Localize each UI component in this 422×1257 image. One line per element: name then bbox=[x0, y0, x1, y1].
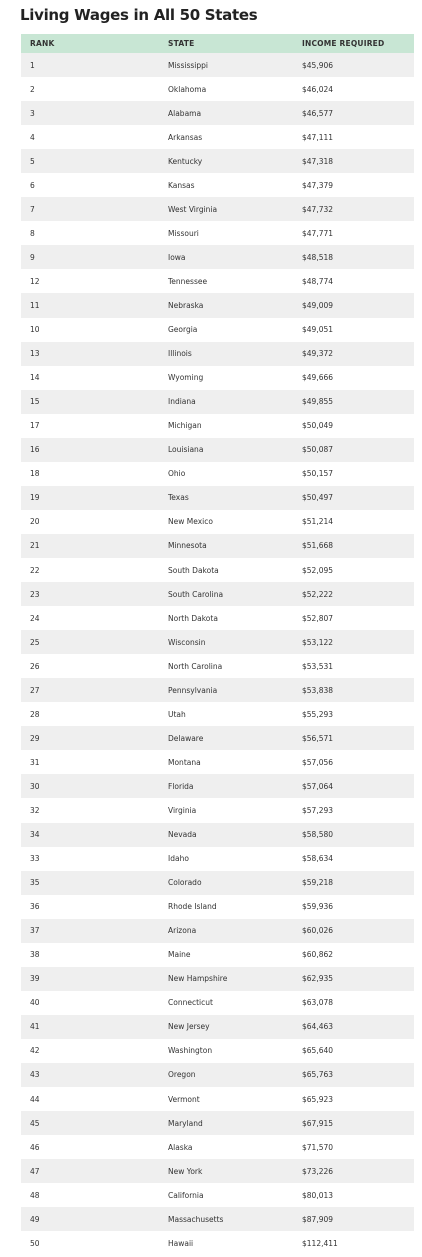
table-row bbox=[21, 798, 414, 822]
state-cell: Illinois bbox=[168, 349, 192, 359]
table-row bbox=[21, 1063, 414, 1087]
table-row bbox=[21, 173, 414, 197]
rank-cell: 26 bbox=[30, 661, 40, 671]
state-cell: Kansas bbox=[168, 180, 195, 190]
table-row bbox=[21, 943, 414, 967]
rank-cell: 38 bbox=[30, 950, 40, 960]
income-cell: $59,936 bbox=[302, 902, 334, 912]
income-cell: $48,518 bbox=[302, 252, 334, 262]
table-row bbox=[21, 847, 414, 871]
rank-cell: 27 bbox=[30, 685, 40, 695]
table-header-row bbox=[21, 34, 414, 53]
state-cell: California bbox=[168, 1190, 204, 1200]
income-cell: $52,807 bbox=[302, 613, 334, 623]
table-row bbox=[21, 582, 414, 606]
state-cell: Ohio bbox=[168, 469, 186, 479]
income-cell: $47,732 bbox=[302, 204, 334, 214]
income-cell: $50,087 bbox=[302, 445, 334, 455]
state-cell: New Hampshire bbox=[168, 974, 228, 984]
rank-cell: 22 bbox=[30, 565, 40, 575]
state-cell: Maryland bbox=[168, 1118, 203, 1128]
table-row bbox=[21, 342, 414, 366]
table-row bbox=[21, 77, 414, 101]
rank-cell: 8 bbox=[30, 228, 35, 238]
table-row bbox=[21, 606, 414, 630]
rank-cell: 25 bbox=[30, 637, 40, 647]
state-cell: Alaska bbox=[168, 1142, 193, 1152]
state-cell: North Dakota bbox=[168, 613, 218, 623]
income-cell: $48,774 bbox=[302, 276, 334, 286]
income-cell: $50,157 bbox=[302, 469, 334, 479]
rank-cell: 24 bbox=[30, 613, 40, 623]
page-title: Living Wages in All 50 States bbox=[20, 6, 258, 24]
state-cell: New Mexico bbox=[168, 517, 213, 527]
income-cell: $51,214 bbox=[302, 517, 334, 527]
table-row bbox=[21, 101, 414, 125]
state-cell: Wisconsin bbox=[168, 637, 206, 647]
state-cell: Kentucky bbox=[168, 156, 203, 166]
rank-cell: 17 bbox=[30, 421, 40, 431]
income-cell: $50,497 bbox=[302, 493, 334, 503]
rank-cell: 15 bbox=[30, 397, 40, 407]
table-row bbox=[21, 318, 414, 342]
income-cell: $58,580 bbox=[302, 830, 334, 840]
column-header-rank: RANK bbox=[30, 39, 55, 48]
rank-cell: 16 bbox=[30, 445, 40, 455]
state-cell: Wyoming bbox=[168, 373, 204, 383]
state-cell: Iowa bbox=[168, 252, 186, 262]
rank-cell: 5 bbox=[30, 156, 35, 166]
state-cell: Arizona bbox=[168, 926, 197, 936]
state-cell: Connecticut bbox=[168, 998, 213, 1008]
table-row bbox=[21, 53, 414, 77]
table-row bbox=[21, 823, 414, 847]
table-row bbox=[21, 221, 414, 245]
rank-cell: 1 bbox=[30, 60, 35, 70]
rank-cell: 34 bbox=[30, 830, 40, 840]
rank-cell: 30 bbox=[30, 781, 40, 791]
table-row bbox=[21, 991, 414, 1015]
income-cell: $80,013 bbox=[302, 1190, 334, 1200]
state-cell: Washington bbox=[168, 1046, 213, 1056]
income-cell: $47,771 bbox=[302, 228, 334, 238]
state-cell: New York bbox=[168, 1166, 203, 1176]
state-cell: Minnesota bbox=[168, 541, 207, 551]
income-cell: $45,906 bbox=[302, 60, 334, 70]
rank-cell: 40 bbox=[30, 998, 40, 1008]
state-cell: Montana bbox=[168, 757, 201, 767]
column-header-income: INCOME REQUIRED bbox=[302, 39, 385, 48]
rank-cell: 13 bbox=[30, 349, 40, 359]
table-row bbox=[21, 774, 414, 798]
rank-cell: 12 bbox=[30, 276, 40, 286]
income-cell: $49,372 bbox=[302, 349, 334, 359]
income-cell: $60,862 bbox=[302, 950, 334, 960]
rank-cell: 39 bbox=[30, 974, 40, 984]
state-cell: Oklahoma bbox=[168, 84, 207, 94]
table-row bbox=[21, 1159, 414, 1183]
rank-cell: 4 bbox=[30, 132, 35, 142]
income-cell: $56,571 bbox=[302, 733, 334, 743]
table-row bbox=[21, 1111, 414, 1135]
income-cell: $47,111 bbox=[302, 132, 334, 142]
income-cell: $58,634 bbox=[302, 854, 334, 864]
table-row bbox=[21, 414, 414, 438]
rank-cell: 2 bbox=[30, 84, 35, 94]
rank-cell: 32 bbox=[30, 805, 40, 815]
income-cell: $52,095 bbox=[302, 565, 334, 575]
state-cell: South Dakota bbox=[168, 565, 219, 575]
income-cell: $57,064 bbox=[302, 781, 334, 791]
rank-cell: 23 bbox=[30, 589, 40, 599]
rank-cell: 47 bbox=[30, 1166, 40, 1176]
income-cell: $57,056 bbox=[302, 757, 334, 767]
income-cell: $47,318 bbox=[302, 156, 334, 166]
table-row bbox=[21, 197, 414, 221]
income-cell: $47,379 bbox=[302, 180, 334, 190]
state-cell: Arkansas bbox=[168, 132, 203, 142]
rank-cell: 45 bbox=[30, 1118, 40, 1128]
table-row bbox=[21, 245, 414, 269]
table-row bbox=[21, 438, 414, 462]
state-cell: Texas bbox=[168, 493, 189, 503]
state-cell: South Carolina bbox=[168, 589, 224, 599]
income-cell: $49,051 bbox=[302, 325, 334, 335]
table-row bbox=[21, 1039, 414, 1063]
income-cell: $53,838 bbox=[302, 685, 334, 695]
state-cell: West Virginia bbox=[168, 204, 218, 214]
income-cell: $87,909 bbox=[302, 1214, 334, 1224]
rank-cell: 46 bbox=[30, 1142, 40, 1152]
state-cell: Mississippi bbox=[168, 60, 208, 70]
rank-cell: 29 bbox=[30, 733, 40, 743]
table-row bbox=[21, 895, 414, 919]
income-cell: $50,049 bbox=[302, 421, 334, 431]
table-body bbox=[21, 53, 414, 1255]
table-row bbox=[21, 1183, 414, 1207]
rank-cell: 3 bbox=[30, 108, 35, 118]
table-row bbox=[21, 293, 414, 317]
income-cell: $55,293 bbox=[302, 709, 334, 719]
income-cell: $51,668 bbox=[302, 541, 334, 551]
table-row bbox=[21, 1015, 414, 1039]
state-cell: Rhode Island bbox=[168, 902, 217, 912]
table-row bbox=[21, 462, 414, 486]
state-cell: Massachusetts bbox=[168, 1214, 224, 1224]
table-row bbox=[21, 149, 414, 173]
table-row bbox=[21, 654, 414, 678]
table-row bbox=[21, 1135, 414, 1159]
state-cell: Missouri bbox=[168, 228, 199, 238]
rank-cell: 37 bbox=[30, 926, 40, 936]
rank-cell: 35 bbox=[30, 878, 40, 888]
state-cell: Idaho bbox=[168, 854, 189, 864]
rank-cell: 19 bbox=[30, 493, 40, 503]
income-cell: $53,122 bbox=[302, 637, 334, 647]
income-cell: $46,577 bbox=[302, 108, 334, 118]
state-cell: Alabama bbox=[168, 108, 202, 118]
rank-cell: 31 bbox=[30, 757, 40, 767]
table-row bbox=[21, 919, 414, 943]
rank-cell: 7 bbox=[30, 204, 35, 214]
state-cell: Louisiana bbox=[168, 445, 204, 455]
table-row bbox=[21, 510, 414, 534]
rank-cell: 11 bbox=[30, 300, 40, 310]
state-cell: Hawaii bbox=[168, 1238, 194, 1248]
column-header-state: STATE bbox=[168, 39, 195, 48]
table-row bbox=[21, 750, 414, 774]
rank-cell: 21 bbox=[30, 541, 40, 551]
state-cell: Nevada bbox=[168, 830, 197, 840]
state-cell: Pennsylvania bbox=[168, 685, 218, 695]
income-cell: $49,855 bbox=[302, 397, 334, 407]
state-cell: Colorado bbox=[168, 878, 202, 888]
state-cell: Vermont bbox=[168, 1094, 200, 1104]
rank-cell: 6 bbox=[30, 180, 35, 190]
income-cell: $57,293 bbox=[302, 805, 334, 815]
table-row bbox=[21, 390, 414, 414]
table-row bbox=[21, 630, 414, 654]
income-cell: $62,935 bbox=[302, 974, 334, 984]
table-row bbox=[21, 871, 414, 895]
income-cell: $67,915 bbox=[302, 1118, 334, 1128]
income-cell: $65,763 bbox=[302, 1070, 334, 1080]
state-cell: Virginia bbox=[168, 805, 197, 815]
rank-cell: 18 bbox=[30, 469, 40, 479]
rank-cell: 41 bbox=[30, 1022, 40, 1032]
rank-cell: 42 bbox=[30, 1046, 40, 1056]
table-row bbox=[21, 1087, 414, 1111]
rank-cell: 43 bbox=[30, 1070, 40, 1080]
income-cell: $65,640 bbox=[302, 1046, 334, 1056]
rank-cell: 50 bbox=[30, 1238, 40, 1248]
table-row bbox=[21, 486, 414, 510]
income-cell: $53,531 bbox=[302, 661, 334, 671]
rank-cell: 9 bbox=[30, 252, 35, 262]
income-cell: $46,024 bbox=[302, 84, 334, 94]
table-row bbox=[21, 366, 414, 390]
state-cell: Indiana bbox=[168, 397, 196, 407]
table-row bbox=[21, 558, 414, 582]
income-cell: $49,666 bbox=[302, 373, 334, 383]
state-cell: Nebraska bbox=[168, 300, 204, 310]
state-cell: New Jersey bbox=[168, 1022, 210, 1032]
table-row bbox=[21, 702, 414, 726]
rank-cell: 10 bbox=[30, 325, 40, 335]
rank-cell: 48 bbox=[30, 1190, 40, 1200]
table-row bbox=[21, 1207, 414, 1231]
income-cell: $64,463 bbox=[302, 1022, 334, 1032]
state-cell: North Carolina bbox=[168, 661, 223, 671]
rank-cell: 33 bbox=[30, 854, 40, 864]
table-row bbox=[21, 1231, 414, 1255]
state-cell: Florida bbox=[168, 781, 194, 791]
table-row bbox=[21, 534, 414, 558]
income-cell: $73,226 bbox=[302, 1166, 334, 1176]
income-cell: $71,570 bbox=[302, 1142, 334, 1152]
rank-cell: 49 bbox=[30, 1214, 40, 1224]
state-cell: Michigan bbox=[168, 421, 202, 431]
rank-cell: 36 bbox=[30, 902, 40, 912]
table-row bbox=[21, 125, 414, 149]
state-cell: Utah bbox=[168, 709, 186, 719]
rank-cell: 20 bbox=[30, 517, 40, 527]
income-cell: $65,923 bbox=[302, 1094, 334, 1104]
table-row bbox=[21, 726, 414, 750]
table-row bbox=[21, 269, 414, 293]
rank-cell: 44 bbox=[30, 1094, 40, 1104]
state-cell: Georgia bbox=[168, 325, 198, 335]
income-cell: $49,009 bbox=[302, 300, 334, 310]
income-cell: $112,411 bbox=[302, 1238, 338, 1248]
state-cell: Delaware bbox=[168, 733, 204, 743]
rank-cell: 28 bbox=[30, 709, 40, 719]
state-cell: Oregon bbox=[168, 1070, 196, 1080]
state-cell: Maine bbox=[168, 950, 191, 960]
income-cell: $52,222 bbox=[302, 589, 334, 599]
rank-cell: 14 bbox=[30, 373, 40, 383]
income-cell: $59,218 bbox=[302, 878, 334, 888]
income-cell: $63,078 bbox=[302, 998, 334, 1008]
living-wages-table bbox=[21, 34, 414, 1255]
income-cell: $60,026 bbox=[302, 926, 334, 936]
table-row bbox=[21, 967, 414, 991]
table-row bbox=[21, 678, 414, 702]
state-cell: Tennessee bbox=[168, 276, 208, 286]
